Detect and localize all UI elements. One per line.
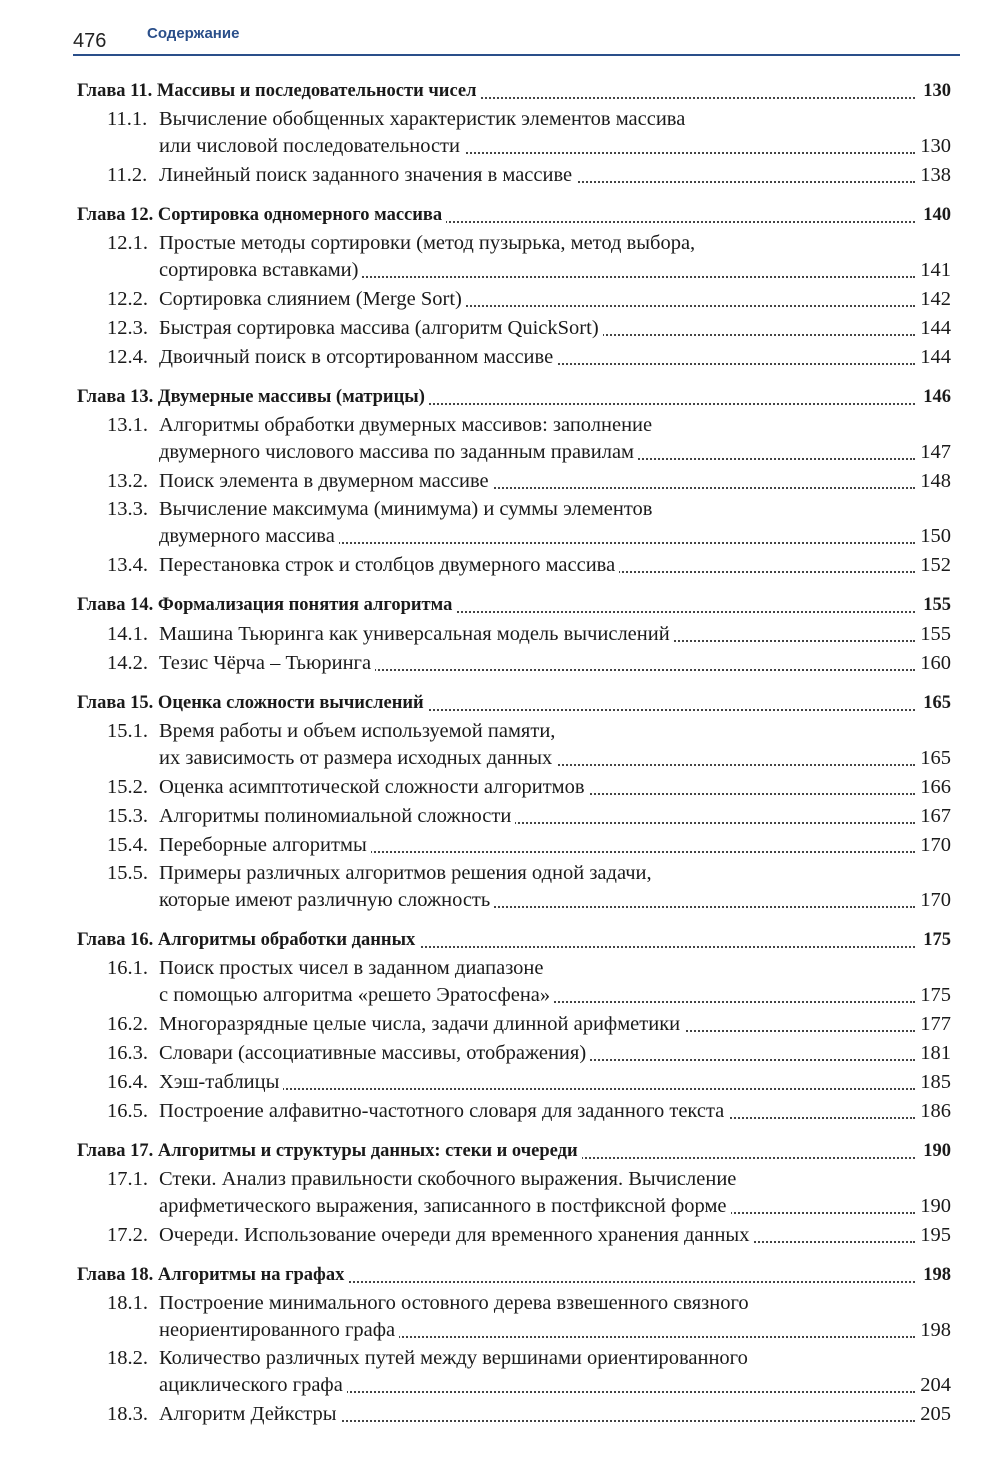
chapter-page: 165 (919, 689, 951, 718)
chapter-heading[interactable] (77, 689, 951, 718)
toc-section[interactable] (77, 285, 951, 314)
toc-section[interactable] (77, 718, 951, 773)
section-number: 13.2. (107, 470, 148, 492)
toc-section[interactable] (77, 1290, 951, 1345)
toc-section[interactable] (77, 1039, 951, 1068)
section-text (107, 1068, 283, 1097)
section-title-continued: с помощью алгоритма «решето Эратосфена» (159, 981, 554, 1010)
section-line (107, 1068, 951, 1097)
section-page: 198 (916, 1316, 951, 1345)
section-title: Переборные алгоритмы (159, 834, 367, 856)
table-of-contents (77, 77, 951, 1440)
section-line (107, 802, 951, 831)
section-title: Перестановка строк и столбцов двумерного массива (159, 554, 616, 576)
section-number: 15.5. (107, 862, 148, 884)
section-text (107, 773, 589, 802)
section-page: 166 (916, 773, 951, 802)
chapter-page: 146 (919, 383, 951, 412)
section-page: 144 (916, 314, 951, 343)
section-line (107, 1097, 951, 1126)
section-text (107, 831, 371, 860)
section-page: 170 (916, 886, 951, 915)
section-title: Построение алфавитно-частотного словаря для заданного текста (159, 1100, 725, 1122)
section-number: 18.2. (107, 1347, 148, 1369)
section-line (107, 831, 951, 860)
section-title-continued: которые имеют различную сложность (159, 886, 494, 915)
section-first-line (107, 230, 951, 256)
toc-section[interactable] (77, 343, 951, 372)
section-title: Быстрая сортировка массива (алгоритм QuickSort) (159, 317, 599, 339)
toc-chapter (77, 383, 951, 580)
toc-section[interactable] (77, 620, 951, 649)
section-text (107, 649, 375, 678)
section-text (107, 343, 557, 372)
toc-section[interactable] (77, 496, 951, 551)
section-page: 138 (916, 161, 951, 190)
section-number: 13.3. (107, 498, 148, 520)
section-title: Словари (ассоциативные массивы, отображения) (159, 1042, 587, 1064)
section-page: 204 (916, 1371, 951, 1400)
section-number: 13.4. (107, 554, 148, 576)
chapter-title: Глава 15. Оценка сложности вычислений (77, 689, 428, 718)
section-page: 185 (916, 1068, 951, 1097)
chapter-title: Глава 18. Алгоритмы на графах (77, 1261, 348, 1290)
section-title: Вычисление максимума (минимума) и суммы элементов (159, 498, 653, 520)
section-title: Линейный поиск заданного значения в массиве (159, 164, 573, 186)
section-page: 186 (916, 1097, 951, 1126)
section-title-continued: двумерного числового массива по заданным правилам (159, 438, 638, 467)
page-header (73, 20, 960, 60)
toc-section[interactable] (77, 467, 951, 496)
section-continuation (159, 522, 951, 551)
chapter-heading[interactable] (77, 201, 951, 230)
toc-section[interactable] (77, 1097, 951, 1126)
section-title: Поиск простых чисел в заданном диапазоне (159, 957, 544, 979)
section-title-continued: их зависимость от размера исходных данных (159, 744, 556, 773)
section-line (107, 1010, 951, 1039)
toc-section[interactable] (77, 649, 951, 678)
chapter-page: 198 (919, 1261, 951, 1290)
section-text (107, 1221, 753, 1250)
section-number: 12.3. (107, 317, 148, 339)
section-number: 13.1. (107, 414, 148, 436)
toc-section[interactable] (77, 1166, 951, 1221)
toc-section[interactable] (77, 314, 951, 343)
section-number: 16.5. (107, 1100, 148, 1122)
toc-section[interactable] (77, 831, 951, 860)
section-page: 152 (916, 551, 951, 580)
chapter-page: 130 (919, 77, 951, 106)
section-text (107, 161, 576, 190)
section-number: 16.3. (107, 1042, 148, 1064)
section-continuation (159, 1371, 951, 1400)
section-page: 130 (916, 132, 951, 161)
section-continuation (159, 1316, 951, 1345)
chapter-heading[interactable] (77, 1137, 951, 1166)
toc-chapter (77, 201, 951, 372)
section-text (107, 802, 515, 831)
section-text (107, 1400, 341, 1429)
section-continuation (159, 1192, 951, 1221)
section-continuation (159, 981, 951, 1010)
section-page: 155 (916, 620, 951, 649)
section-page: 181 (916, 1039, 951, 1068)
chapter-heading[interactable] (77, 926, 951, 955)
section-number: 16.1. (107, 957, 148, 979)
section-first-line (107, 955, 951, 981)
section-title: Двоичный поиск в отсортированном массиве (159, 346, 554, 368)
section-first-line (107, 1345, 951, 1371)
section-page: 195 (916, 1221, 951, 1250)
section-continuation (159, 132, 951, 161)
toc-chapter (77, 1137, 951, 1250)
section-number: 18.3. (107, 1403, 148, 1425)
chapter-title: Глава 12. Сортировка одномерного массива (77, 201, 446, 230)
header-rule (73, 54, 960, 56)
section-text (107, 314, 603, 343)
section-text (107, 1097, 728, 1126)
section-first-line (107, 496, 951, 522)
toc-chapter (77, 926, 951, 1126)
chapter-title: Глава 13. Двумерные массивы (матрицы) (77, 383, 429, 412)
toc-section[interactable] (77, 1345, 951, 1400)
section-line (107, 620, 951, 649)
section-line (107, 314, 951, 343)
section-page: 144 (916, 343, 951, 372)
section-first-line (107, 1290, 951, 1316)
toc-chapter (77, 1261, 951, 1429)
section-number: 15.2. (107, 776, 148, 798)
toc-chapter (77, 689, 951, 915)
section-number: 16.4. (107, 1071, 148, 1093)
section-first-line (107, 106, 951, 132)
section-number: 14.1. (107, 623, 148, 645)
section-title: Алгоритмы полиномиальной сложности (159, 805, 512, 827)
section-line (107, 1221, 951, 1250)
section-title: Сортировка слиянием (Merge Sort) (159, 288, 462, 310)
section-line (107, 1039, 951, 1068)
chapter-heading[interactable] (77, 1261, 951, 1290)
section-title: Построение минимального остовного дерева взвешенного связного (159, 1292, 749, 1314)
section-line (107, 467, 951, 496)
chapter-title: Глава 11. Массивы и последовательности чисел (77, 77, 481, 106)
section-first-line (107, 718, 951, 744)
section-text (107, 551, 619, 580)
toc-section[interactable] (77, 1010, 951, 1039)
section-page: 165 (916, 744, 951, 773)
section-text (107, 1010, 684, 1039)
section-continuation (159, 744, 951, 773)
section-title: Поиск элемента в двумерном массиве (159, 470, 489, 492)
section-first-line (107, 860, 951, 886)
chapter-heading[interactable] (77, 77, 951, 106)
section-number: 16.2. (107, 1013, 148, 1035)
section-title: Многоразрядные целые числа, задачи длинной арифметики (159, 1013, 681, 1035)
toc-section[interactable] (77, 1400, 951, 1429)
chapter-page: 140 (919, 201, 951, 230)
toc-section[interactable] (77, 955, 951, 1010)
section-number: 17.1. (107, 1168, 148, 1190)
section-number: 11.1. (107, 108, 148, 130)
section-number: 15.1. (107, 720, 148, 742)
section-page: 147 (916, 438, 951, 467)
chapter-title: Глава 14. Формализация понятия алгоритма (77, 591, 456, 620)
toc-chapter (77, 77, 951, 190)
section-title-continued: арифметического выражения, записанного в постфиксной форме (159, 1192, 731, 1221)
section-page: 175 (916, 981, 951, 1010)
toc-section[interactable] (77, 1068, 951, 1097)
section-title: Вычисление обобщенных характеристик элементов массива (159, 108, 686, 130)
section-page: 142 (916, 285, 951, 314)
section-title: Количество различных путей между вершинами ориентированного (159, 1347, 748, 1369)
toc-section[interactable] (77, 161, 951, 190)
chapter-title: Глава 16. Алгоритмы обработки данных (77, 926, 419, 955)
section-continuation (159, 256, 951, 285)
chapter-heading[interactable] (77, 383, 951, 412)
section-page: 177 (916, 1010, 951, 1039)
toc-section[interactable] (77, 860, 951, 915)
chapter-title: Глава 17. Алгоритмы и структуры данных: стеки и очереди (77, 1137, 582, 1166)
toc-section[interactable] (77, 551, 951, 580)
section-title: Простые методы сортировки (метод пузырька, метод выбора, (159, 232, 696, 254)
section-first-line (107, 412, 951, 438)
toc-section[interactable] (77, 106, 951, 161)
section-text (107, 467, 493, 496)
section-line (107, 1400, 951, 1429)
section-title: Хэш-таблицы (159, 1071, 280, 1093)
section-line (107, 649, 951, 678)
section-title: Оценка асимптотической сложности алгоритмов (159, 776, 585, 798)
section-number: 12.2. (107, 288, 148, 310)
chapter-page: 175 (919, 926, 951, 955)
section-continuation (159, 886, 951, 915)
section-title-continued: или числовой последовательности (159, 132, 464, 161)
section-number: 17.2. (107, 1224, 148, 1246)
toc-section[interactable] (77, 1221, 951, 1250)
section-text (107, 620, 674, 649)
section-page: 190 (916, 1192, 951, 1221)
section-line (107, 773, 951, 802)
section-number: 18.1. (107, 1292, 148, 1314)
section-line (107, 551, 951, 580)
section-page: 148 (916, 467, 951, 496)
section-number: 12.1. (107, 232, 148, 254)
toc-chapter (77, 591, 951, 678)
section-title: Машина Тьюринга как универсальная модель вычислений (159, 623, 670, 645)
chapter-page: 155 (919, 591, 951, 620)
section-number: 15.3. (107, 805, 148, 827)
section-number: 11.2. (107, 164, 148, 186)
chapter-page: 190 (919, 1137, 951, 1166)
section-number: 15.4. (107, 834, 148, 856)
section-line (107, 343, 951, 372)
section-text (107, 1039, 590, 1068)
section-line (107, 285, 951, 314)
section-title: Тезис Чёрча – Тьюринга (159, 652, 372, 674)
section-line (107, 161, 951, 190)
section-continuation (159, 438, 951, 467)
section-page: 150 (916, 522, 951, 551)
toc-section[interactable] (77, 802, 951, 831)
section-title: Стеки. Анализ правильности скобочного выражения. Вычисление (159, 1168, 737, 1190)
toc-section[interactable] (77, 412, 951, 467)
section-page: 167 (916, 802, 951, 831)
section-page: 205 (916, 1400, 951, 1429)
section-page: 160 (916, 649, 951, 678)
section-text (107, 285, 466, 314)
section-page: 170 (916, 831, 951, 860)
section-page: 141 (916, 256, 951, 285)
section-title: Алгоритмы обработки двумерных массивов: заполнение (159, 414, 653, 436)
section-number: 12.4. (107, 346, 148, 368)
section-title-continued: сортировка вставками) (159, 256, 362, 285)
page-number: 476 (73, 30, 107, 52)
toc-section[interactable] (77, 230, 951, 285)
section-title-continued: неориентированного графа (159, 1316, 399, 1345)
section-title-continued: ациклического графа (159, 1371, 347, 1400)
section-title: Алгоритм Дейкстры (159, 1403, 337, 1425)
section-number: 14.2. (107, 652, 148, 674)
section-title: Примеры различных алгоритмов решения одной задачи, (159, 862, 652, 884)
section-first-line (107, 1166, 951, 1192)
section-title-continued: двумерного массива (159, 522, 339, 551)
chapter-heading[interactable] (77, 591, 951, 620)
running-title: Содержание (147, 25, 240, 42)
section-title: Очереди. Использование очереди для временного хранения данных (159, 1224, 750, 1246)
section-title: Время работы и объем используемой памяти, (159, 720, 556, 742)
toc-section[interactable] (77, 773, 951, 802)
